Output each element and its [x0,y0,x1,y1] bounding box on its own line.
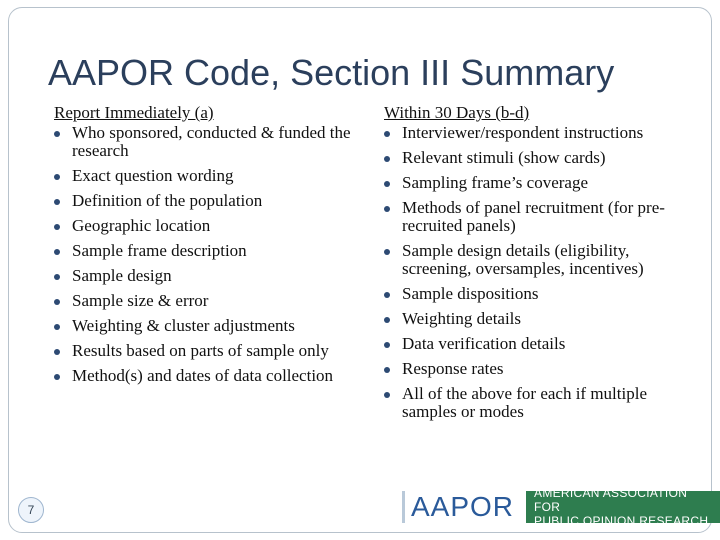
right-bullet-list [382,124,702,421]
bullet-icon [54,199,60,205]
list-item [52,317,352,335]
list-item [52,192,352,210]
list-item [52,342,352,360]
logo-tagline-line1: AMERICAN ASSOCIATION FOR [534,486,688,514]
list-item [382,242,702,278]
aapor-logo [402,486,720,528]
list-item-text: Sample design [72,266,172,285]
list-item-text: Results based on parts of sample only [72,341,329,360]
bullet-icon [384,131,390,137]
list-item-text: Definition of the population [72,191,263,210]
list-item [52,242,352,260]
bullet-icon [384,206,390,212]
list-item [382,199,702,235]
bullet-icon [384,367,390,373]
list-item [382,149,702,167]
list-item-text: Sampling frame’s coverage [402,173,588,192]
list-item [382,285,702,303]
list-item-text: Sample dispositions [402,284,539,303]
list-item-text: Data verification details [402,334,566,353]
list-item [382,174,702,192]
logo-wordmark: AAPOR [402,491,520,523]
bullet-icon [384,342,390,348]
right-column-heading: Within 30 Days (b-d) [384,103,530,122]
list-item-text: Method(s) and dates of data collection [72,366,334,385]
list-item-text: Exact question wording [72,166,234,185]
list-item [382,124,702,142]
list-item-text: Sample frame description [72,241,247,260]
bullet-icon [54,174,60,180]
list-item [52,167,352,185]
slide-title: AAPOR Code, Section III Summary [48,52,615,93]
list-item-text: Weighting details [402,309,522,328]
bullet-icon [54,249,60,255]
list-item [382,385,702,421]
list-item [52,367,352,385]
bullet-icon [54,299,60,305]
list-item [52,267,352,285]
bullet-icon [54,274,60,280]
right-column [382,104,702,428]
list-item [52,292,352,310]
page-number-badge: 7 [18,497,44,523]
bullet-icon [54,324,60,330]
left-column-heading: Report Immediately (a) [54,103,214,122]
bullet-icon [384,292,390,298]
bullet-icon [384,392,390,398]
list-item-text: Interviewer/respondent instructions [402,123,644,142]
bullet-icon [384,181,390,187]
list-item-text: Geographic location [72,216,211,235]
list-item-text: Response rates [402,359,504,378]
bullet-icon [54,349,60,355]
bullet-icon [384,249,390,255]
list-item-text: Who sponsored, conducted & funded the research [72,123,351,160]
left-bullet-list [52,124,352,385]
logo-tagline-box [526,486,720,528]
bullet-icon [384,317,390,323]
list-item-text: Sample design details (eligibility, screening, oversamples, incentives) [402,241,644,278]
list-item [52,124,352,160]
logo-tagline-line2: PUBLIC OPINION RESEARCH [534,514,709,528]
list-item [382,360,702,378]
list-item-text: Weighting & cluster adjustments [72,316,295,335]
list-item-text: All of the above for each if multiple samples or modes [402,384,647,421]
bullet-icon [54,224,60,230]
list-item-text: Relevant stimuli (show cards) [402,148,606,167]
bullet-icon [54,131,60,137]
bullet-icon [54,374,60,380]
bullet-icon [384,156,390,162]
list-item-text: Sample size & error [72,291,209,310]
list-item [52,217,352,235]
list-item [382,335,702,353]
list-item [382,310,702,328]
left-column [52,104,352,392]
list-item-text: Methods of panel recruitment (for pre-recruited panels) [402,198,665,235]
